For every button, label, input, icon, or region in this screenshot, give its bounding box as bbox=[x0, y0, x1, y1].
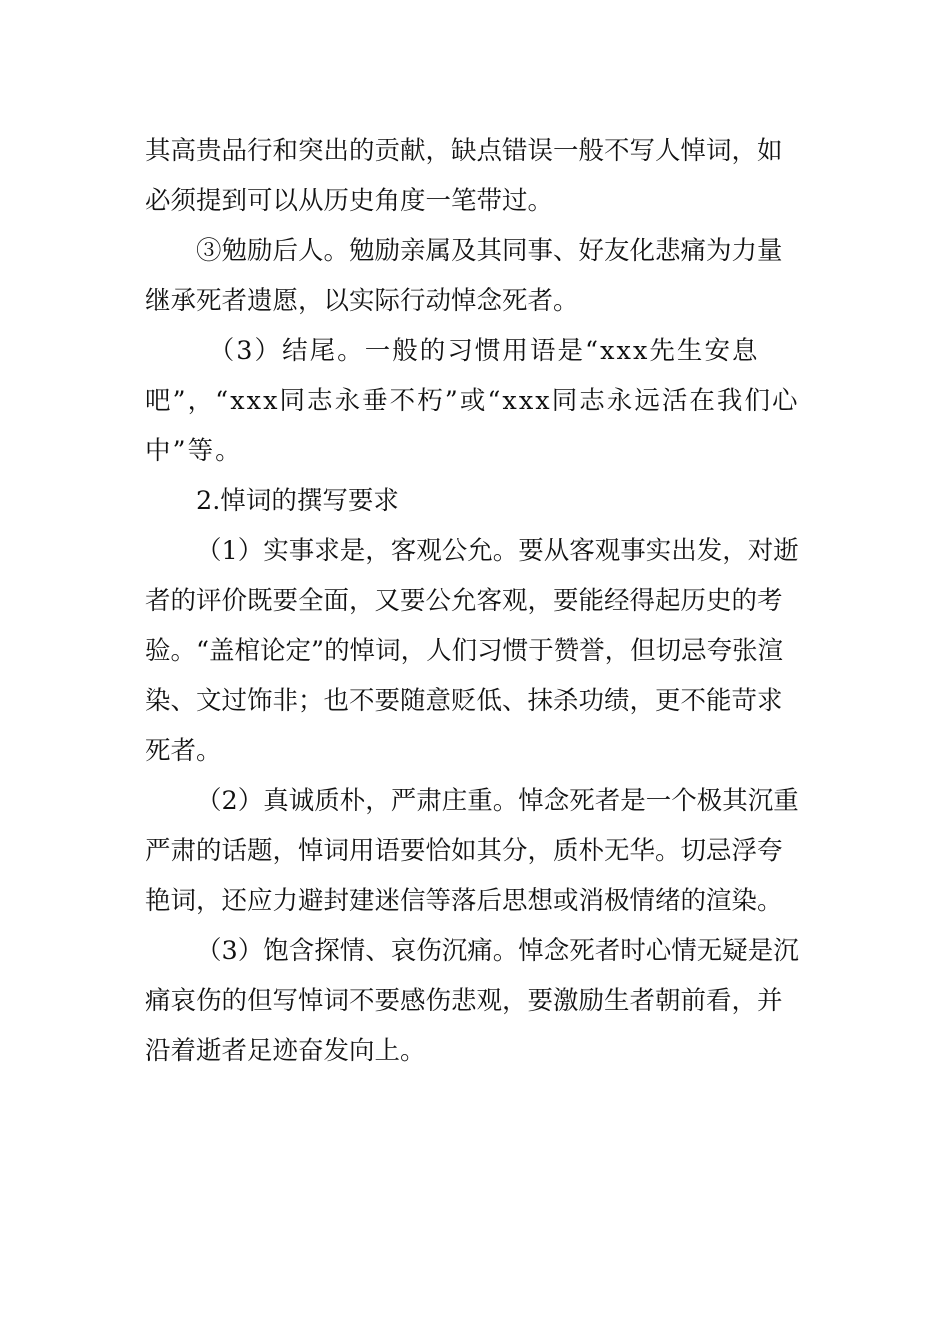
document-body bbox=[145, 126, 807, 1076]
paragraph-encourage-descendants: ③勉励后人。勉励亲属及其同事、好友化悲痛为力量继承死者遗愿，以实际行动悼念死者。 bbox=[145, 236, 783, 316]
paragraph-requirement-3: （3）饱含探情、哀伤沉痛。悼念死者时心情无疑是沉痛哀伤的但写悼词不要感伤悲观，要激励生者朝前看，并沿着逝者足迹奋发向上。 bbox=[145, 936, 799, 1066]
paragraph-requirement-1: （1）实事求是，客观公允。要从客观事实出发，对逝者的评价既要全面，又要公允客观，要能经得起历史的考验。“盖棺论定”的悼词，人们习惯于赞誉，但切忌夸张渲染、文过饰非；也不要随意贬低、抹杀功绩，更不能苛求死者。 bbox=[145, 536, 799, 766]
section-heading-writing-requirements: 2.悼词的撰写要求 bbox=[196, 486, 399, 516]
paragraph-ending: （3）结尾。一般的习惯用语是“xxx先生安息吧”，“xxx同志永垂不朽”或“xxx同志永远活在我们心中”等。 bbox=[145, 336, 800, 466]
paragraph-continuation: 其高贵品行和突出的贡献，缺点错误一般不写人悼词，如必须提到可以从历史角度一笔带过。 bbox=[145, 136, 783, 216]
paragraph-requirement-2: （2）真诚质朴，严肃庄重。悼念死者是一个极其沉重严肃的话题，悼词用语要恰如其分，质朴无华。切忌浮夸艳词，还应力避封建迷信等落后思想或消极情绪的渲染。 bbox=[145, 786, 799, 916]
